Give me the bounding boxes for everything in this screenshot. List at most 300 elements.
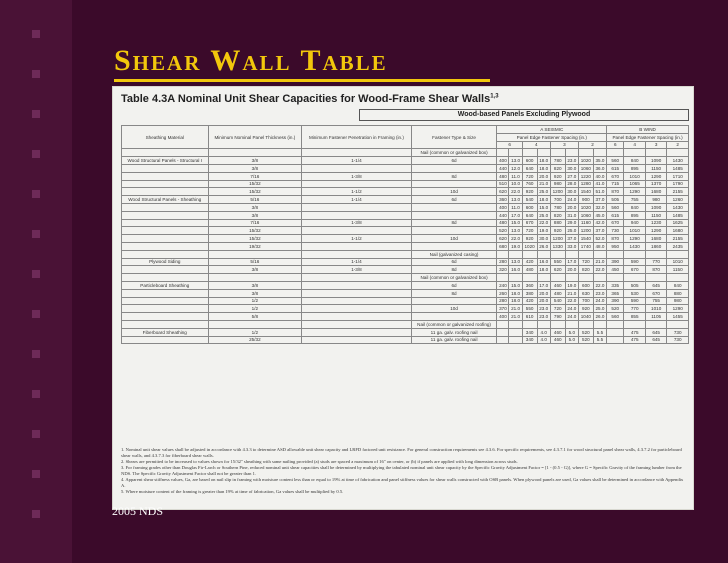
table-cell: 400	[497, 157, 509, 165]
table-cell: 520	[497, 227, 509, 235]
table-row	[122, 203, 689, 211]
table-row	[122, 281, 689, 289]
table-cell: 24.0	[565, 305, 578, 313]
table-cell: 16.0	[509, 266, 522, 274]
table-cell: 21.0	[537, 180, 550, 188]
table-cell: 1/2	[208, 328, 302, 336]
table-cell: 560	[607, 157, 624, 165]
header-cell: Fastener Type & Size	[411, 126, 497, 149]
table-cell: 505	[624, 281, 645, 289]
table-row	[122, 149, 689, 157]
header-cell: 2	[667, 141, 689, 149]
table-cell: 7/16	[208, 172, 302, 180]
table-cell: 1290	[624, 235, 645, 243]
table-cell: 420	[522, 297, 537, 305]
table-cell: 25/32	[208, 336, 302, 344]
table-cell	[208, 149, 302, 157]
header-cell: B WIND	[607, 126, 689, 134]
table-cell: 1370	[645, 180, 666, 188]
table-cell: 15.0	[537, 203, 550, 211]
table-cell: 10.0	[509, 180, 522, 188]
table-cell	[302, 328, 411, 336]
side-strip	[0, 0, 72, 563]
table-cell: Nail (common or galvanized box)	[411, 274, 497, 282]
table-cell: 18.0	[537, 164, 550, 172]
table-cell: 480	[550, 289, 565, 297]
table-cell	[302, 336, 411, 344]
table-cell: 670	[645, 289, 666, 297]
table-cell: 530	[624, 289, 645, 297]
table-cell: 720	[578, 258, 593, 266]
table-cell: 8d	[411, 219, 497, 227]
table-cell: 1090	[645, 157, 666, 165]
table-image	[112, 86, 694, 510]
table-cell: 51.0	[593, 188, 606, 196]
table-cell: 11 ga. galv. roofing nail	[411, 336, 497, 344]
table-cell: 3/8	[208, 203, 302, 211]
table-row	[122, 336, 689, 344]
table-cell: 20.0	[565, 266, 578, 274]
table-cell	[122, 180, 209, 188]
table-cell	[302, 227, 411, 235]
table-cell	[537, 250, 550, 258]
table-cell	[537, 274, 550, 282]
table-cell: 475	[624, 336, 645, 344]
table-cell: 18.0	[537, 157, 550, 165]
table-cell	[667, 149, 689, 157]
table-cell: 1010	[624, 172, 645, 180]
table-cell: 540	[550, 297, 565, 305]
table-cell: 42.0	[593, 219, 606, 227]
table-cell: 24.0	[593, 297, 606, 305]
table-cell	[509, 336, 522, 344]
table-cell: 1020	[578, 157, 593, 165]
header-cell: 4	[624, 141, 645, 149]
table-cell: 13.0	[509, 196, 522, 204]
table-row	[122, 258, 689, 266]
table-cell	[593, 149, 606, 157]
table-cell: 670	[522, 219, 537, 227]
table-cell: 620	[497, 188, 509, 196]
table-cell: 5/16	[208, 196, 302, 204]
table-cell: 48.0	[593, 242, 606, 250]
table-cell: 260	[497, 289, 509, 297]
table-cell: 980	[667, 297, 689, 305]
header-cell: Minimum Fastener Penetration in Framing (in.)	[302, 126, 411, 149]
table-cell: 5.5	[593, 336, 606, 344]
table-cell: 320	[497, 266, 509, 274]
table-cell: 1860	[645, 242, 666, 250]
table-cell: Nail (galvanized casing)	[411, 250, 497, 258]
note: 5. Where moisture content of the framing is greater than 19% at time of fabrication, Ga values shall be multiplied by 0.5.	[121, 489, 344, 494]
table-cell: 280	[497, 258, 509, 266]
table-cell: 550	[522, 305, 537, 313]
header-cell: 3	[645, 141, 666, 149]
table-cell: 880	[667, 289, 689, 297]
table-cell: 520	[578, 336, 593, 344]
table-cell: 475	[624, 328, 645, 336]
table-cell	[497, 328, 509, 336]
table-cell	[122, 227, 209, 235]
table-cell	[624, 274, 645, 282]
table-cell: 13.0	[509, 227, 522, 235]
table-cell	[593, 320, 606, 328]
table-cell: 4.0	[537, 328, 550, 336]
table-cell	[509, 149, 522, 157]
table-cell: 20.0	[537, 172, 550, 180]
table-cell: 21.0	[593, 258, 606, 266]
table-cell: 18.0	[537, 196, 550, 204]
table-cell	[122, 313, 209, 321]
table-cell: 840	[667, 281, 689, 289]
table-cell	[645, 149, 666, 157]
table-cell: 1710	[667, 172, 689, 180]
table-cell: 22.0	[565, 297, 578, 305]
table-cell: 510	[497, 180, 509, 188]
table-cell: 1-1/2	[302, 235, 411, 243]
table-cell: 8d	[411, 172, 497, 180]
table-row	[122, 289, 689, 297]
table-cell: 980	[550, 180, 565, 188]
table-cell: 615	[607, 164, 624, 172]
table-cell: 26.0	[537, 242, 550, 250]
table-cell: 1680	[645, 188, 666, 196]
table-cell: 1160	[578, 219, 593, 227]
table-cell	[122, 211, 209, 219]
table-row	[122, 180, 689, 188]
table-cell: 820	[550, 211, 565, 219]
strip-dot	[32, 310, 40, 318]
table-cell: 670	[624, 266, 645, 274]
table-cell	[302, 250, 411, 258]
table-cell: 760	[522, 180, 537, 188]
table-title	[121, 93, 499, 105]
table-title-sup: 1,3	[490, 93, 499, 100]
table-cell: 20.0	[537, 297, 550, 305]
table-cell	[411, 227, 497, 235]
table-cell: 770	[624, 305, 645, 313]
table-cell: 645	[645, 281, 666, 289]
table-cell: 25.0	[537, 188, 550, 196]
table-cell: 19.0	[565, 281, 578, 289]
table-row	[122, 172, 689, 180]
table-cell: 27.0	[565, 172, 578, 180]
table-cell: 855	[624, 313, 645, 321]
table-cell: 15/32	[208, 235, 302, 243]
table-cell: 460	[550, 328, 565, 336]
table-cell: 5.0	[565, 328, 578, 336]
table-cell	[122, 242, 209, 250]
table-cell: 770	[645, 258, 666, 266]
table-row	[122, 211, 689, 219]
table-cell	[122, 203, 209, 211]
table-cell	[509, 250, 522, 258]
table-cell: 600	[522, 203, 537, 211]
table-cell: 920	[522, 188, 537, 196]
table-cell	[607, 149, 624, 157]
table-cell: 3/8	[208, 266, 302, 274]
strip-dot	[32, 110, 40, 118]
table-cell: 1090	[645, 203, 666, 211]
table-cell	[122, 219, 209, 227]
table-cell: 460	[550, 336, 565, 344]
table-cell: Fiberboard Sheathing	[122, 328, 209, 336]
header-cell: A SEISMIC	[497, 126, 607, 134]
table-cell: 920	[550, 227, 565, 235]
table-cell	[302, 242, 411, 250]
table-cell: 1430	[667, 157, 689, 165]
table-row	[122, 157, 689, 165]
table-cell: 420	[522, 258, 537, 266]
table-cell	[208, 274, 302, 282]
table-cell: 550	[550, 258, 565, 266]
header-cell: 3	[550, 141, 578, 149]
table-notes	[121, 447, 687, 495]
table-cell: 11 ga. galv. roofing nail	[411, 328, 497, 336]
table-cell: 8d	[411, 266, 497, 274]
table-cell: 360	[522, 281, 537, 289]
table-cell	[607, 274, 624, 282]
table-cell	[645, 250, 666, 258]
table-cell: 5/16	[208, 258, 302, 266]
table-cell	[550, 274, 565, 282]
table-cell: 920	[578, 305, 593, 313]
table-cell	[537, 149, 550, 157]
table-cell: 370	[497, 305, 509, 313]
table-cell	[537, 320, 550, 328]
table-cell: 1200	[550, 188, 565, 196]
table-cell: 18.0	[537, 266, 550, 274]
table-cell	[645, 274, 666, 282]
table-cell	[302, 320, 411, 328]
table-cell: 715	[607, 180, 624, 188]
table-cell: 2155	[667, 188, 689, 196]
table-cell	[550, 250, 565, 258]
strip-dot	[32, 350, 40, 358]
header-cell: 6	[607, 141, 624, 149]
table-cell: 20.0	[537, 289, 550, 297]
table-cell: 480	[497, 172, 509, 180]
table-cell: 31.0	[565, 211, 578, 219]
table-cell: 3/8	[208, 157, 302, 165]
table-cell	[122, 305, 209, 313]
table-cell: 1-3/8	[302, 172, 411, 180]
table-cell: 1/2	[208, 297, 302, 305]
table-cell	[411, 203, 497, 211]
strip-dot	[32, 190, 40, 198]
table-cell: 1/2	[208, 305, 302, 313]
table-row	[122, 313, 689, 321]
table-cell: 1290	[645, 227, 666, 235]
table-cell: 2155	[667, 235, 689, 243]
table-cell	[593, 250, 606, 258]
strip-dot	[32, 430, 40, 438]
table-cell: 280	[497, 297, 509, 305]
table-cell	[509, 320, 522, 328]
table-cell: 520	[607, 305, 624, 313]
strip-dot	[32, 390, 40, 398]
table-cell: 1790	[667, 180, 689, 188]
table-cell	[497, 274, 509, 282]
table-cell	[645, 320, 666, 328]
table-cell: 560	[607, 203, 624, 211]
table-cell: 1430	[667, 203, 689, 211]
table-cell: Nail (common or galvanized roofing)	[411, 320, 497, 328]
table-cell: 23.0	[537, 305, 550, 313]
table-cell: 730	[607, 227, 624, 235]
table-cell	[624, 320, 645, 328]
table-cell: 12.0	[509, 164, 522, 172]
table-cell: 880	[550, 219, 565, 227]
table-cell: 17.0	[565, 258, 578, 266]
table-cell	[667, 250, 689, 258]
table-cell: 840	[624, 157, 645, 165]
table-cell: 13.0	[509, 258, 522, 266]
table-row	[122, 164, 689, 172]
table-cell: 6d	[411, 258, 497, 266]
table-cell: 920	[550, 172, 565, 180]
table-cell	[122, 336, 209, 344]
table-row	[122, 266, 689, 274]
table-cell	[607, 250, 624, 258]
table-cell: 37.0	[565, 235, 578, 243]
table-cell	[411, 313, 497, 321]
table-cell: 25.0	[593, 305, 606, 313]
table-cell	[509, 328, 522, 336]
table-cell: 1200	[550, 235, 565, 243]
table-cell: 380	[522, 289, 537, 297]
table-cell: 7/16	[208, 219, 302, 227]
table-cell: 22.0	[537, 219, 550, 227]
table-cell: Particleboard Sheathing	[122, 281, 209, 289]
table-cell	[497, 250, 509, 258]
table-title-text: Table 4.3A Nominal Unit Shear Capacities for Wood-Frame Shear Walls	[121, 93, 491, 105]
table-cell: 365	[607, 289, 624, 297]
table-row	[122, 297, 689, 305]
table-cell: 520	[578, 328, 593, 336]
table-cell: 52.0	[593, 235, 606, 243]
table-cell: 17.0	[537, 281, 550, 289]
table-row	[122, 305, 689, 313]
title-underline	[114, 79, 490, 82]
table-cell: 1060	[578, 211, 593, 219]
strip-dot	[32, 70, 40, 78]
table-cell	[302, 297, 411, 305]
table-cell: 1485	[667, 164, 689, 172]
table-cell: 940	[624, 219, 645, 227]
table-cell	[522, 250, 537, 258]
table-cell: 3/8	[208, 211, 302, 219]
table-cell: 1-1/4	[302, 157, 411, 165]
table-row	[122, 320, 689, 328]
table-cell: 780	[550, 203, 565, 211]
table-cell	[411, 211, 497, 219]
table-cell	[411, 164, 497, 172]
slide-title: Shear Wall Table	[114, 44, 388, 77]
table-cell: 6d	[411, 196, 497, 204]
table-cell: 24.0	[565, 313, 578, 321]
table-row	[122, 328, 689, 336]
table-cell: 680	[497, 242, 509, 250]
table-cell: 36.0	[593, 164, 606, 172]
table-cell: 23.0	[565, 157, 578, 165]
table-cell: 950	[607, 242, 624, 250]
table-cell: 8d	[411, 289, 497, 297]
strip-dot	[32, 470, 40, 478]
table-cell: 480	[522, 266, 537, 274]
table-cell: 15/32	[208, 188, 302, 196]
shear-table	[121, 125, 689, 344]
table-cell	[208, 320, 302, 328]
table-cell	[122, 235, 209, 243]
table-cell: 920	[522, 235, 537, 243]
table-cell: 460	[550, 281, 565, 289]
table-cell	[411, 242, 497, 250]
table-cell: 40.0	[593, 172, 606, 180]
table-cell	[122, 320, 209, 328]
note: 2. Shears are permitted to be increased to values shown for 15/32" sheathing with same nailing provided (a) studs are spaced a maximum of 16" on center, or (b) if panels are applied with long dimension across studs.	[121, 459, 518, 464]
table-cell: 21.0	[509, 305, 522, 313]
table-cell	[122, 172, 209, 180]
table-cell: 13.0	[509, 157, 522, 165]
table-row	[122, 227, 689, 235]
table-cell: 900	[578, 196, 593, 204]
table-cell: 340	[522, 336, 537, 344]
table-cell	[522, 320, 537, 328]
table-cell: 17.0	[509, 211, 522, 219]
table-cell: 22.0	[593, 281, 606, 289]
table-cell: 670	[607, 219, 624, 227]
table-cell	[667, 274, 689, 282]
table-row	[122, 219, 689, 227]
table-cell: 620	[550, 266, 565, 274]
table-cell: 6d	[411, 157, 497, 165]
table-cell	[122, 274, 209, 282]
table-cell: 1-1/4	[302, 196, 411, 204]
table-cell: 1065	[624, 180, 645, 188]
note: 4. Apparent shear stiffness values, Ga, are based on nail slip in framing with moisture content less than or equal to 19% at time of fabrication and panel stiffness values for shear walls constructed with OSB panels. When plywood panels are used, Ga values shall be determined in accordance with Appendix A.	[121, 477, 684, 488]
header-cell: 6	[497, 141, 522, 149]
table-cell: 16.0	[537, 258, 550, 266]
table-cell: 41.0	[593, 180, 606, 188]
table-cell: 630	[578, 289, 593, 297]
table-cell	[122, 297, 209, 305]
table-cell: 820	[550, 164, 565, 172]
table-cell	[578, 250, 593, 258]
table-cell: 840	[624, 203, 645, 211]
table-cell: 720	[522, 227, 537, 235]
table-cell: 870	[645, 266, 666, 274]
table-cell: 755	[645, 297, 666, 305]
table-cell	[565, 274, 578, 282]
table-cell	[122, 289, 209, 297]
table-cell: 22.0	[509, 235, 522, 243]
table-cell: 1540	[578, 235, 593, 243]
table-cell	[302, 149, 411, 157]
table-cell: 5.0	[565, 336, 578, 344]
table-cell	[122, 164, 209, 172]
table-cell: 1020	[578, 203, 593, 211]
table-cell: 1485	[667, 211, 689, 219]
table-cell	[607, 328, 624, 336]
table-cell: 23.0	[537, 313, 550, 321]
slide-footer: 2005 NDS	[112, 504, 164, 518]
table-cell: 1740	[578, 242, 593, 250]
table-cell: 720	[550, 305, 565, 313]
table-cell: 25.0	[565, 227, 578, 235]
table-cell: 790	[550, 313, 565, 321]
table-cell: 3/8	[208, 289, 302, 297]
